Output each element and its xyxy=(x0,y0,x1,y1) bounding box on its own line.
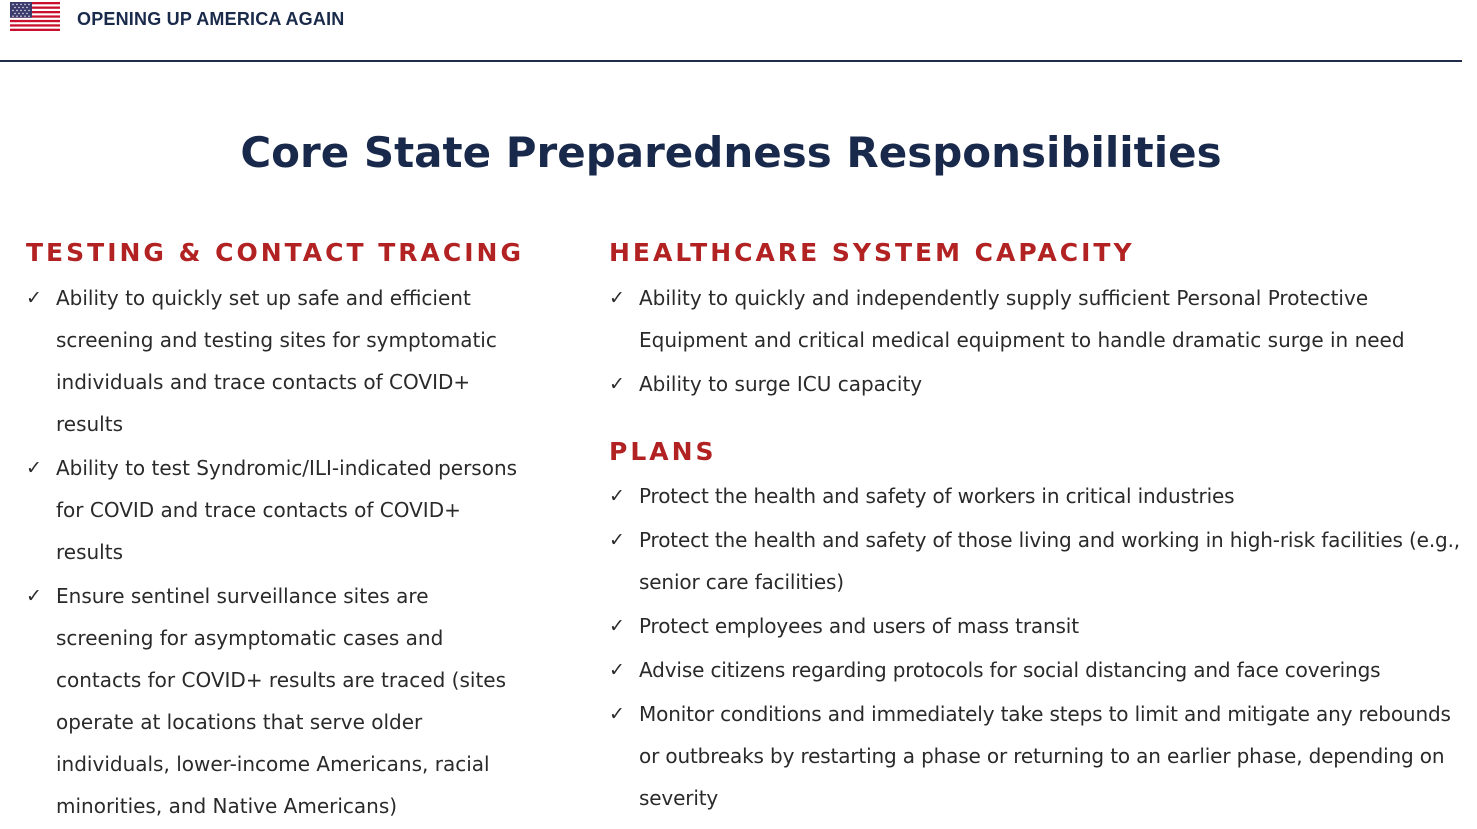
brand-title: OPENING UP AMERICA AGAIN xyxy=(77,9,345,29)
checkmark-icon: ✓ xyxy=(609,373,625,395)
checkmark-icon: ✓ xyxy=(609,529,625,551)
checkmark-icon: ✓ xyxy=(26,287,42,309)
plans-list xyxy=(609,475,1477,819)
top-header xyxy=(0,0,1462,62)
list-item xyxy=(609,519,1477,603)
list-item-text: Ability to quickly set up safe and efficient screening and testing sites for symptomatic individuals and trace contacts of COVID+ results xyxy=(56,286,497,436)
checkmark-icon: ✓ xyxy=(26,457,42,479)
section-heading-testing: TESTING & CONTACT TRACING xyxy=(26,238,524,267)
list-item-text: Protect the health and safety of workers in critical industries xyxy=(639,484,1235,508)
list-item xyxy=(609,277,1469,361)
checkmark-icon: ✓ xyxy=(609,287,625,309)
list-item-text: Protect employees and users of mass transit xyxy=(639,614,1079,638)
list-item xyxy=(26,575,526,827)
list-item-text: Monitor conditions and immediately take steps to limit and mitigate any rebounds or outbreaks by restarting a phase or returning to an earlier phase, depending on severity xyxy=(639,702,1451,810)
list-item-text: Ability to surge ICU capacity xyxy=(639,372,923,396)
section-healthcare-capacity xyxy=(609,238,1469,407)
page-title: Core State Preparedness Responsibilities xyxy=(240,128,1222,177)
list-item-text: Ability to test Syndromic/ILI-indicated persons for COVID and trace contacts of COVID+ results xyxy=(56,456,518,564)
list-item xyxy=(609,649,1477,691)
testing-list xyxy=(26,277,526,827)
section-heading-plans: PLANS xyxy=(609,437,717,466)
healthcare-list xyxy=(609,277,1469,405)
list-item-text: Ensure sentinel surveillance sites are screening for asymptomatic cases and contacts for COVID+ results are traced (sites operate at locations that serve older individuals, lower-income Americans, racial minorities, and Native Americans) xyxy=(56,584,507,818)
list-item xyxy=(609,363,1469,405)
checkmark-icon: ✓ xyxy=(609,615,625,637)
list-item xyxy=(609,693,1477,819)
section-heading-healthcare: HEALTHCARE SYSTEM CAPACITY xyxy=(609,238,1135,267)
list-item xyxy=(26,277,526,445)
list-item xyxy=(26,447,526,573)
list-item-text: Advise citizens regarding protocols for social distancing and face coverings xyxy=(639,658,1381,682)
section-testing-contact-tracing xyxy=(26,238,526,829)
list-item xyxy=(609,475,1477,517)
list-item-text: Ability to quickly and independently supply sufficient Personal Protective Equipment and critical medical equipment to handle dramatic surge in need xyxy=(639,286,1405,352)
section-plans xyxy=(609,437,1477,821)
list-item xyxy=(609,605,1477,647)
checkmark-icon: ✓ xyxy=(26,585,42,607)
checkmark-icon: ✓ xyxy=(609,703,625,725)
list-item-text: Protect the health and safety of those living and working in high-risk facilities (e.g., senior care facilities) xyxy=(639,528,1460,594)
checkmark-icon: ✓ xyxy=(609,485,625,507)
us-flag-icon xyxy=(10,2,60,31)
checkmark-icon: ✓ xyxy=(609,659,625,681)
